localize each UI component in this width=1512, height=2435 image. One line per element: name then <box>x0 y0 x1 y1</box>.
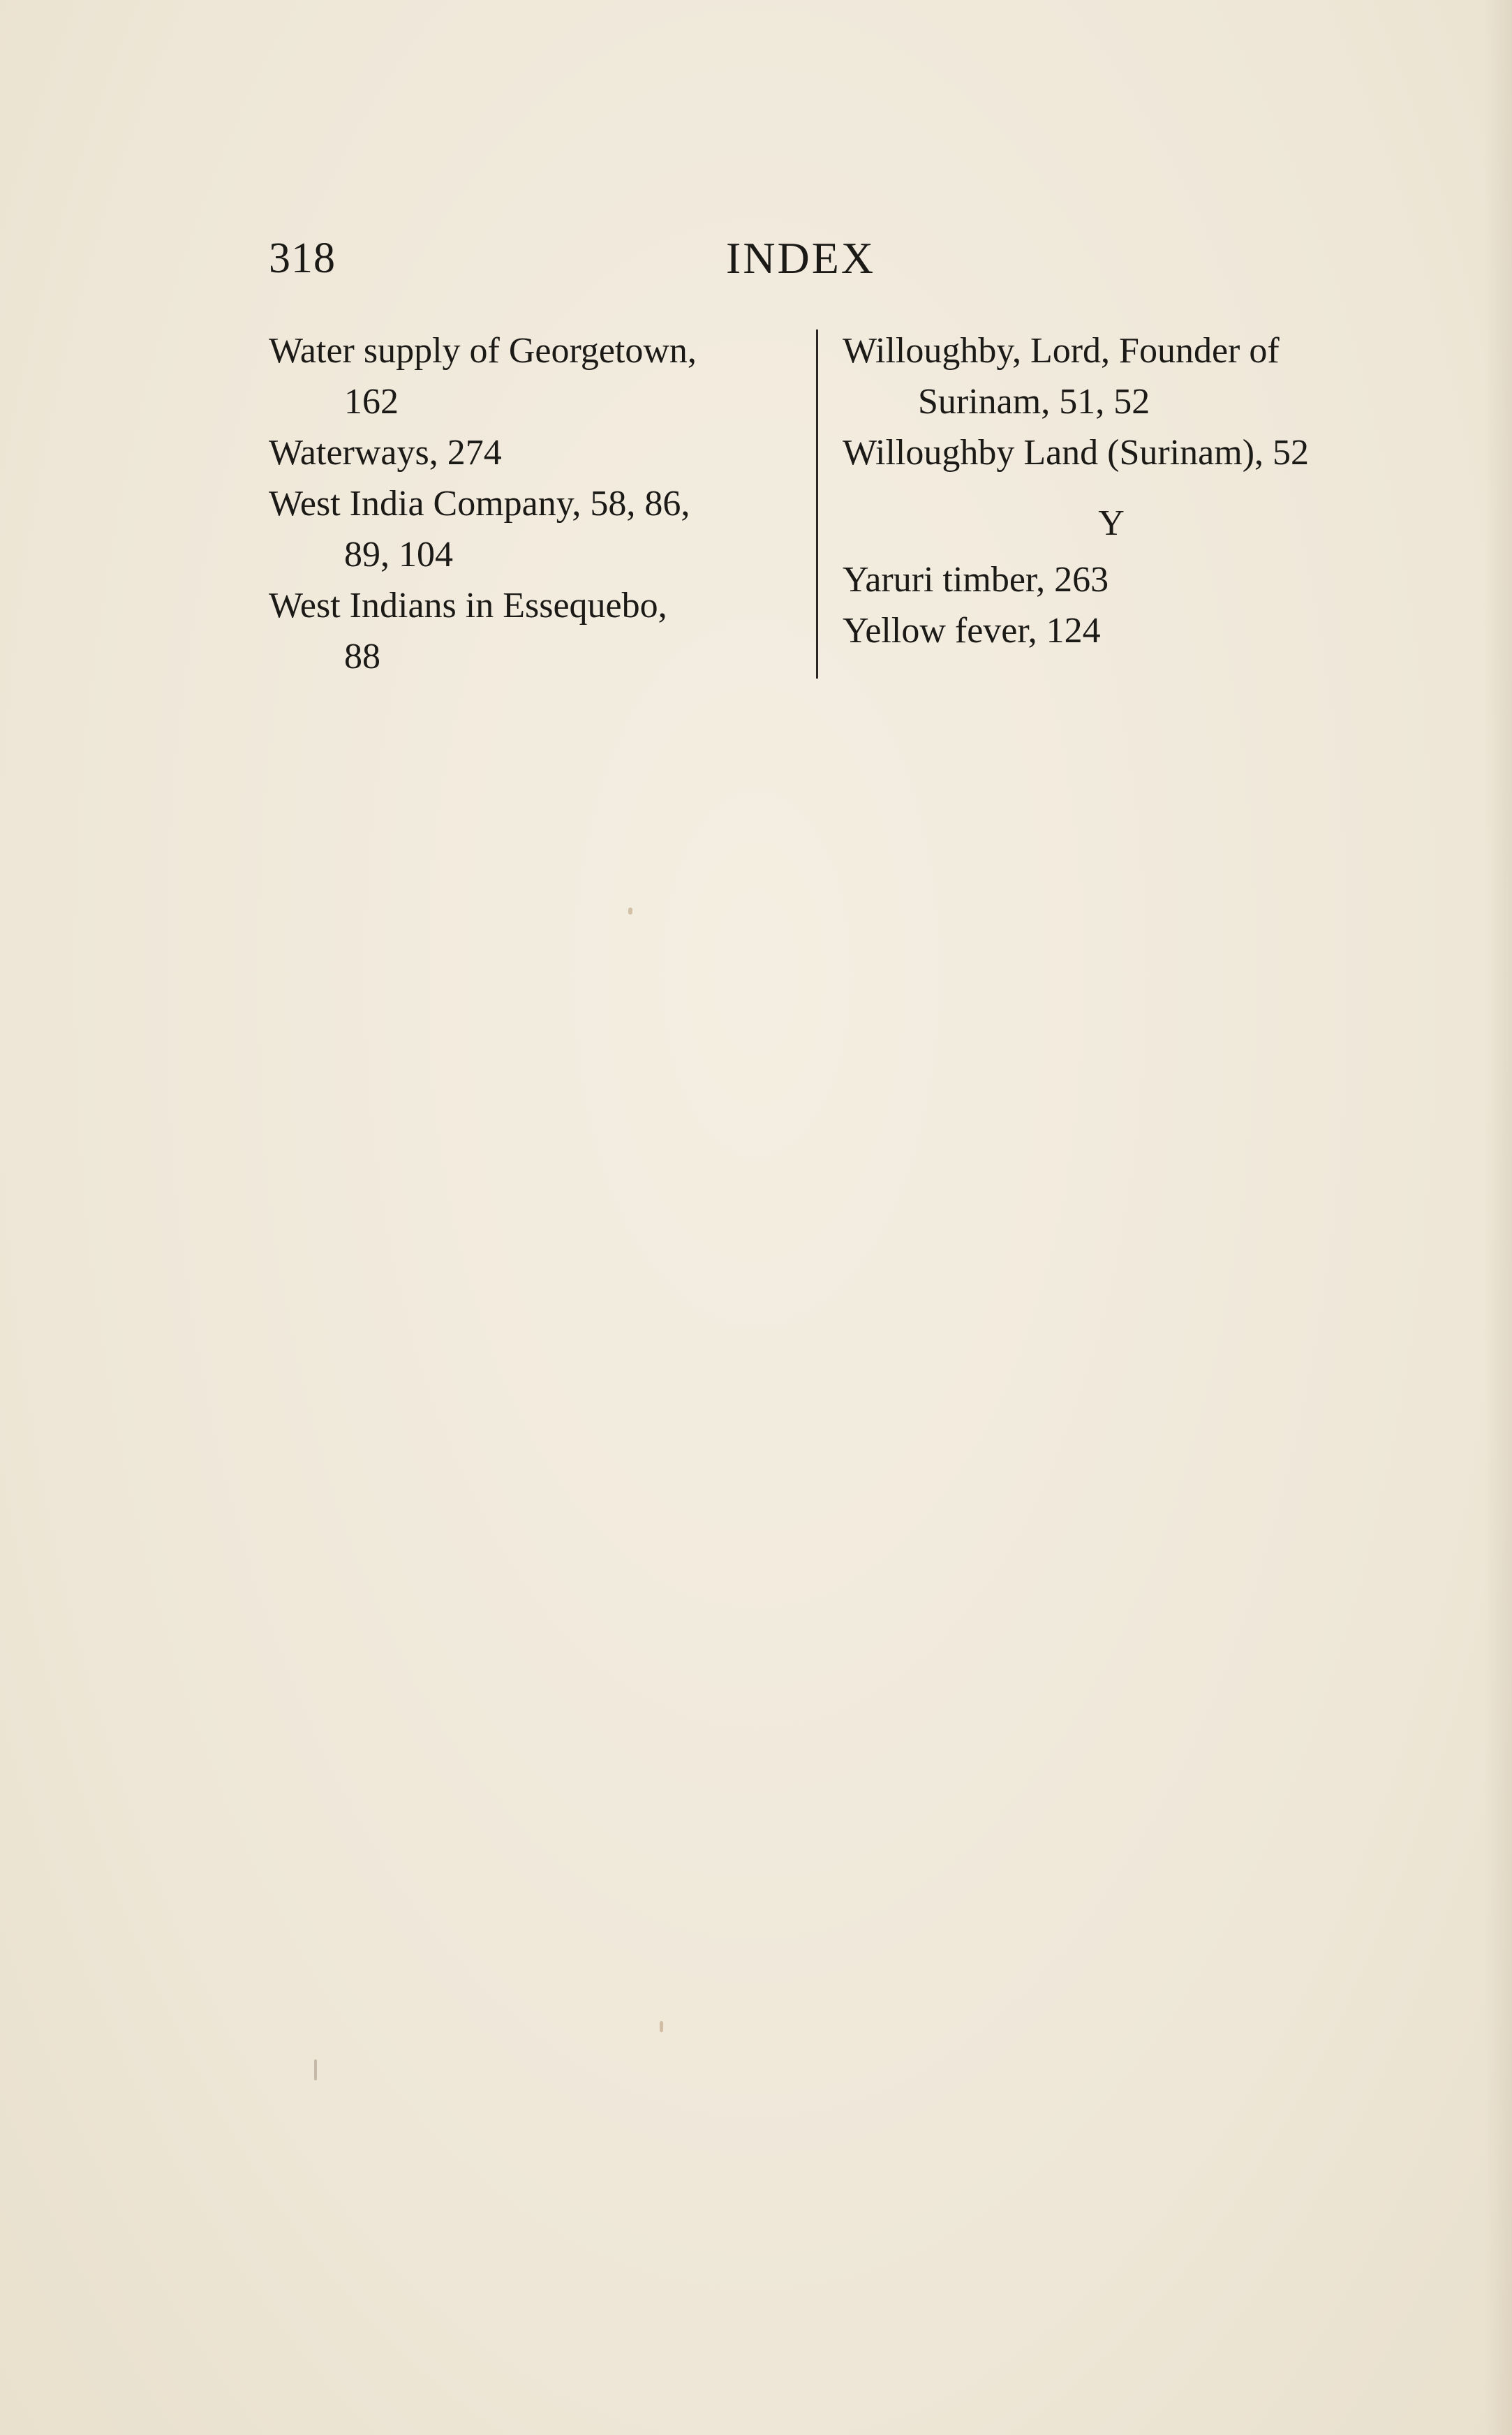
index-entry-heading: West India Company, 58, 86, <box>269 484 690 524</box>
index-entry <box>843 605 1380 656</box>
index-entry-heading: Water supply of Georgetown, <box>269 331 697 371</box>
index-entry-heading: Yaruri timber, 263 <box>843 560 1109 600</box>
section-letter-heading: Y <box>1098 503 1125 543</box>
column-divider <box>816 330 818 679</box>
index-entry <box>843 427 1380 478</box>
paper-speck <box>660 2021 663 2032</box>
index-entry <box>269 427 799 478</box>
index-entry-heading: West Indians in Essequebo, <box>269 586 667 626</box>
index-entry <box>843 554 1380 605</box>
index-entry <box>269 580 799 682</box>
paper-speck <box>314 2059 317 2080</box>
index-entry <box>269 325 799 427</box>
index-entry-heading: Waterways, 274 <box>269 433 502 473</box>
page-edge-shadow <box>1484 0 1512 2435</box>
page-title: INDEX <box>726 233 876 283</box>
index-entry-heading: Willoughby Land (Surinam), 52 <box>843 433 1310 473</box>
index-entry-continuation: 162 <box>344 382 399 422</box>
index-entry-heading: Willoughby, Lord, Founder of <box>843 331 1280 371</box>
running-head <box>269 230 911 286</box>
index-entry <box>269 478 799 580</box>
index-entry-continuation: Surinam, 51, 52 <box>918 382 1150 422</box>
index-entry-continuation: 88 <box>344 637 380 676</box>
index-column-left <box>269 325 799 682</box>
paper-speck <box>628 908 632 915</box>
index-entry-continuation: 89, 104 <box>344 535 453 575</box>
index-column-right <box>843 325 1380 656</box>
index-entry-heading: Yellow fever, 124 <box>843 611 1101 651</box>
index-entry <box>843 325 1380 427</box>
page-number: 318 <box>269 235 336 282</box>
